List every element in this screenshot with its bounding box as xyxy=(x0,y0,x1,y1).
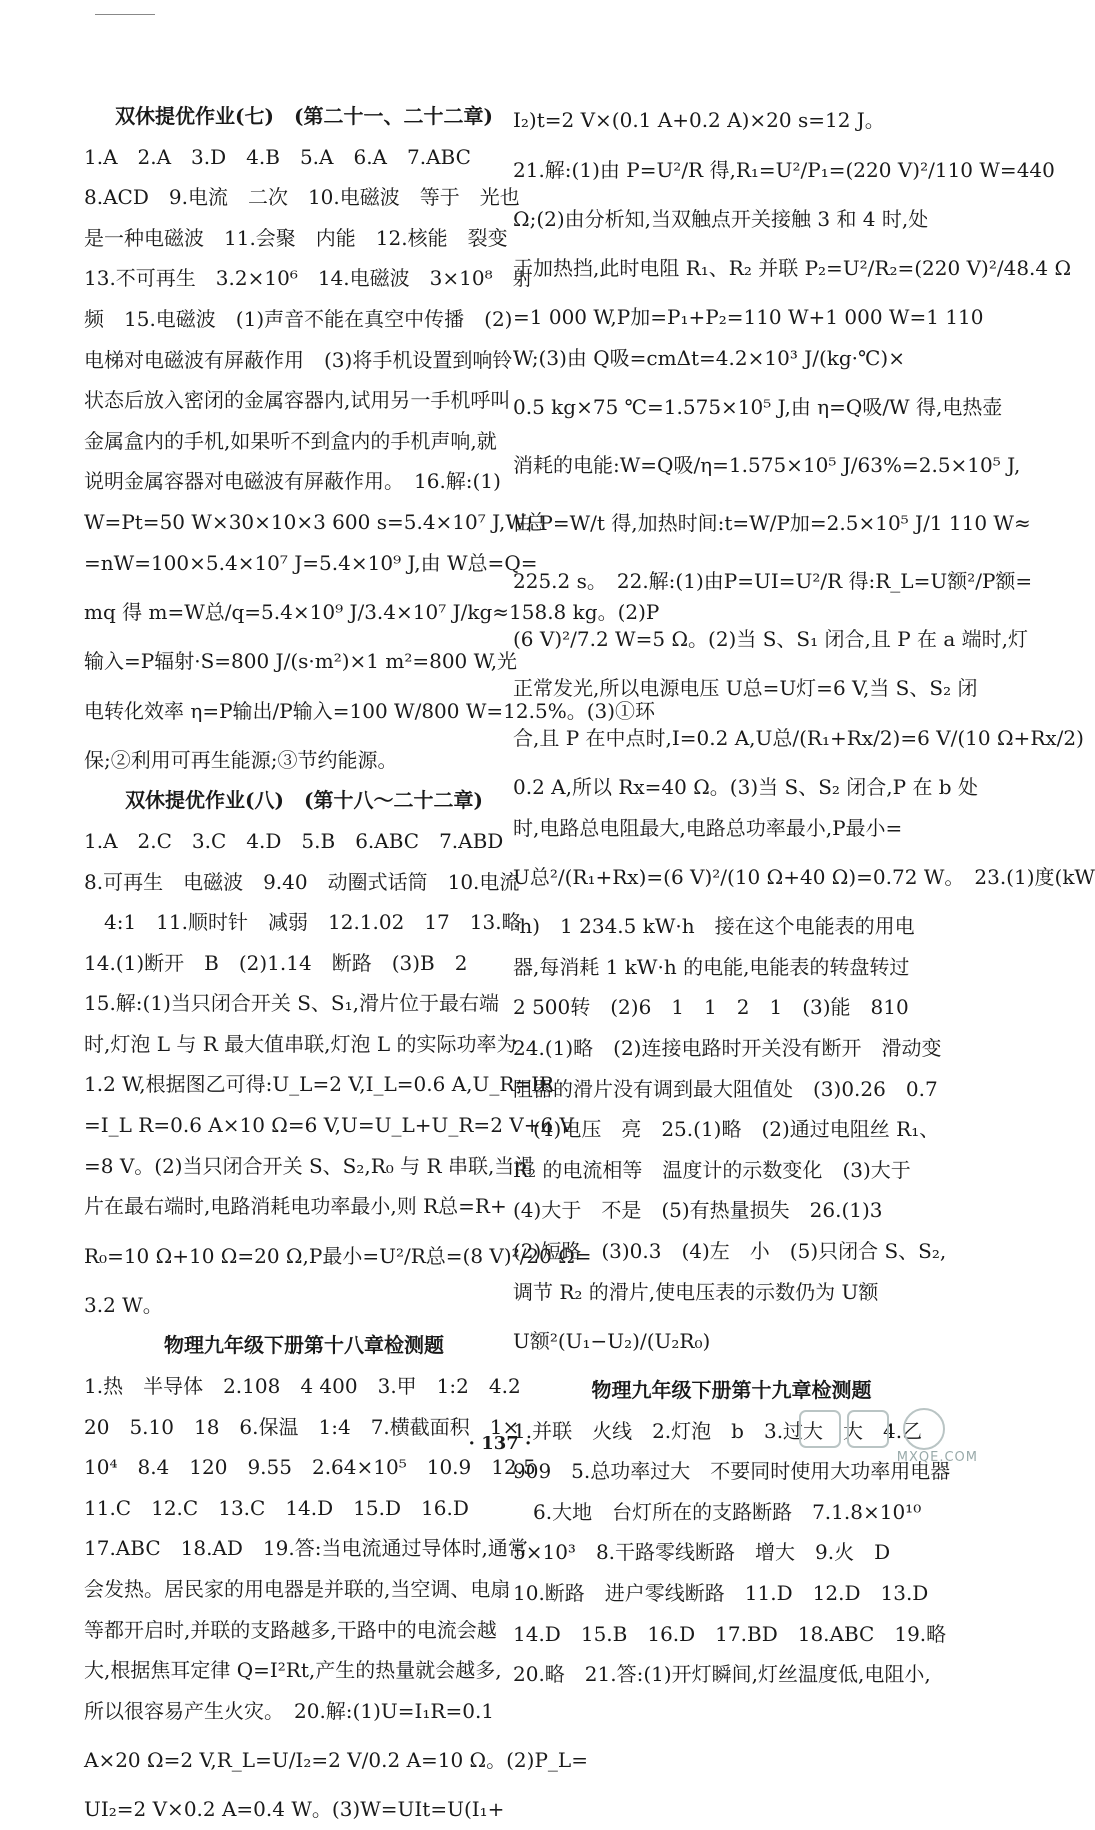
page-number: · 137 · xyxy=(468,1433,532,1454)
right-text-line: (4)大于 不是 (5)有热量损失 26.(1)3 xyxy=(513,1198,883,1223)
right-text-line: U额²(U₁−U₂)/(U₂R₀) xyxy=(513,1329,711,1354)
right-text-line: Ω;(2)由分析知,当双触点开关接触 3 和 4 时,处 xyxy=(513,206,929,231)
left-text-line: 片在最右端时,电路消耗电功率最小,则 R总=R+ xyxy=(84,1194,507,1219)
left-text-line: 20 5.10 18 6.保温 1:4 7.横截面积 1× xyxy=(84,1414,520,1439)
right-text-line: (2)短路 (3)0.3 (4)左 小 (5)只闭合 S、S₂, xyxy=(513,1238,947,1263)
left-text-line: A×20 Ω=2 V,R_L=U/I₂=2 V/0.2 A=10 Ω。(2)P_L= xyxy=(84,1748,588,1773)
right-text-line: 20.略 21.答:(1)开灯瞬间,灯丝温度低,电阻小, xyxy=(513,1662,931,1687)
right-text-line: I₂)t=2 V×(0.1 A+0.2 A)×20 s=12 J。 xyxy=(513,108,885,132)
right-text-line: 阻器的滑片没有调到最大阻值处 (3)0.26 0.7 xyxy=(513,1076,938,1101)
right-text-line: 2 500转 (2)6 1 1 2 1 (3)能 810 xyxy=(513,995,909,1020)
left-text-line: 保;②利用可再生能源;③节约能源。 xyxy=(84,747,398,772)
left-text-line: 会发热。居民家的用电器是并联的,当空调、电扇 xyxy=(84,1577,511,1601)
left-text-line: 1.A 2.C 3.C 4.D 5.B 6.ABC 7.ABD xyxy=(84,828,504,853)
left-text-line: 电转化效率 η=P输出/P输入=100 W/800 W=12.5%。(3)①环 xyxy=(84,698,656,723)
left-text-line: 15.解:(1)当只闭合开关 S、S₁,滑片位于最右端 xyxy=(84,991,500,1016)
right-text-line: 器,每消耗 1 kW·h 的电能,电能表的转盘转过 xyxy=(513,954,910,979)
left-text-line: 13.不可再生 3.2×10⁶ 14.电磁波 3×10⁸ 射 xyxy=(84,266,533,291)
right-text-line: 正常发光,所以电源电压 U总=U灯=6 V,当 S、S₂ 闭 xyxy=(513,676,978,701)
left-text-line: 频 15.电磁波 (1)声音不能在真空中传播 (2) xyxy=(84,306,513,331)
right-text-line: W;(3)由 Q吸=cmΔt=4.2×10³ J/(kg·℃)× xyxy=(513,345,905,370)
left-text-line: 10⁴ 8.4 120 9.55 2.64×10⁵ 10.9 12.5 xyxy=(84,1455,536,1480)
right-text-line: 0.2 A,所以 Rx=40 Ω。(3)当 S、S₂ 闭合,P 在 b 处 xyxy=(513,774,978,799)
right-text-line: 10.断路 进户零线断路 11.D 12.D 13.D xyxy=(513,1581,929,1606)
section-heading: 双休提优作业(八) (第十八～二十二章) xyxy=(125,788,483,813)
left-text-line: UI₂=2 V×0.2 A=0.4 W。(3)W=UIt=U(I₁+ xyxy=(84,1797,505,1822)
left-text-line: 14.(1)断开 B (2)1.14 断路 (3)B 2 xyxy=(84,950,468,975)
left-text-line: 电梯对电磁波有屏蔽作用 (3)将手机设置到响铃 xyxy=(84,347,513,372)
left-text-line: 时,灯泡 L 与 R 最大值串联,灯泡 L 的实际功率为 xyxy=(84,1031,517,1056)
right-text-line: 调节 R₂ 的滑片,使电压表的示数仍为 U额 xyxy=(513,1279,879,1304)
left-text-line: mq 得 m=W总/q=5.4×10⁹ J/3.4×10⁷ J/kg≈158.8 kg。(2)P xyxy=(84,600,660,625)
top-rule xyxy=(95,0,155,15)
section-heading: 物理九年级下册第十八章检测题 xyxy=(164,1333,444,1358)
left-text-line: 1.2 W,根据图乙可得:U_L=2 V,I_L=0.6 A,U_R=IR xyxy=(84,1072,555,1097)
left-text-line: =8 V。(2)当只闭合开关 S、S₂,R₀ 与 R 串联,当滑 xyxy=(84,1153,535,1178)
right-text-line: 14.D 15.B 16.D 17.BD 18.ABC 19.略 xyxy=(513,1621,947,1646)
left-text-line: 输入=P辐射·S=800 J/(s·m²)×1 m²=800 W,光 xyxy=(84,649,518,674)
right-text-line: =1 000 W,P加=P₁+P₂=110 W+1 000 W=1 110 xyxy=(513,305,984,330)
left-text-line: 是一种电磁波 11.会聚 内能 12.核能 裂变 xyxy=(84,225,508,250)
left-text-line: 11.C 12.C 13.C 14.D 15.D 16.D xyxy=(84,1495,469,1520)
left-text-line: 等都开启时,并联的支路越多,干路中的电流会越 xyxy=(84,1617,497,1642)
left-text-line: =nW=100×5.4×10⁷ J=5.4×10⁹ J,由 W总=Q= xyxy=(84,550,538,575)
right-text-line: (6 V)²/7.2 W=5 Ω。(2)当 S、S₁ 闭合,且 P 在 a 端时,灯 xyxy=(513,627,1029,652)
right-text-line: 1.并联 火线 2.灯泡 b 3.过大 大 4.乙 xyxy=(513,1418,923,1443)
left-text-line: 1.热 半导体 2.108 4 400 3.甲 1:2 4.2 xyxy=(84,1374,521,1399)
right-text-line: 由 P=W/t 得,加热时间:t=W/P加=2.5×10⁵ J/1 110 W≈ xyxy=(513,511,1031,536)
right-text-line: (4)电压 亮 25.(1)略 (2)通过电阻丝 R₁、 xyxy=(513,1117,940,1142)
right-text-line: 时,电路总电阻最大,电路总功率最小,P最小= xyxy=(513,815,903,840)
right-text-line: 225.2 s。 22.解:(1)由P=UI=U²/R 得:R_L=U额²/P额= xyxy=(513,569,1033,594)
section-heading: 物理九年级下册第十九章检测题 xyxy=(591,1378,872,1403)
left-text-line: 4:1 11.顺时针 减弱 12.1.02 17 13.略 xyxy=(84,910,522,935)
right-text-line: 于加热挡,此时电阻 R₁、R₂ 并联 P₂=U²/R₂=(220 V)²/48.4 Ω xyxy=(513,256,1072,281)
left-text-line: 1.A 2.A 3.D 4.B 5.A 6.A 7.ABC xyxy=(84,144,471,169)
right-text-line: 消耗的电能:W=Q吸/η=1.575×10⁵ J/63%=2.5×10⁵ J, xyxy=(513,453,1021,478)
right-text-line: 6.大地 台灯所在的支路断路 7.1.8×10¹⁰ xyxy=(513,1499,922,1524)
left-text-line: 金属盒内的手机,如果听不到盒内的手机声响,就 xyxy=(84,428,497,453)
left-text-line: =I_L R=0.6 A×10 Ω=6 V,U=U_L+U_R=2 V+6 V xyxy=(84,1113,574,1138)
left-text-line: 大,根据焦耳定律 Q=I²Rt,产生的热量就会越多, xyxy=(84,1658,502,1683)
left-text-line: 3.2 W。 xyxy=(84,1292,163,1317)
right-text-line: 909 5.总功率过大 不要同时使用大功率用电器 xyxy=(513,1459,951,1484)
left-text-line: 所以很容易产生火灾。 20.解:(1)U=I₁R=0.1 xyxy=(84,1698,495,1723)
left-text-line: 说明金属容器对电磁波有屏蔽作用。 16.解:(1) xyxy=(84,469,501,494)
right-text-line: U总²/(R₁+Rx)=(6 V)²/(10 Ω+40 Ω)=0.72 W。 23.(1)度(kW xyxy=(513,865,1095,890)
left-text-line: R₀=10 Ω+10 Ω=20 Ω,P最小=U²/R总=(8 V)²/20 Ω= xyxy=(84,1243,592,1268)
right-text-line: 5×10³ 8.干路零线断路 增大 9.火 D xyxy=(513,1540,891,1565)
right-text-line: R₂ 的电流相等 温度计的示数变化 (3)大于 xyxy=(513,1157,911,1182)
right-text-line: 0.5 kg×75 ℃=1.575×10⁵ J,由 η=Q吸/W 得,电热壶 xyxy=(513,395,1003,420)
right-text-line: 合,且 P 在中点时,I=0.2 A,U总/(R₁+Rx/2)=6 V/(10 Ω+Rx/2) xyxy=(513,725,1084,750)
right-text-line: ·h) 1 234.5 kW·h 接在这个电能表的用电 xyxy=(513,914,915,939)
left-text-line: 8.ACD 9.电流 二次 10.电磁波 等于 光也 xyxy=(84,185,520,210)
left-text-line: 17.ABC 18.AD 19.答:当电流通过导体时,通常 xyxy=(84,1536,528,1561)
watermark-logo xyxy=(792,1405,982,1467)
right-text-line: 24.(1)略 (2)连接电路时开关没有断开 滑动变 xyxy=(513,1035,942,1060)
right-text-line: 21.解:(1)由 P=U²/R 得,R₁=U²/P₁=(220 V)²/110 W=440 xyxy=(513,157,1055,182)
section-heading: 双休提优作业(七) (第二十一、二十二章) xyxy=(115,104,493,128)
watermark-text: MXQE.COM xyxy=(896,1450,978,1465)
left-text-line: W=Pt=50 W×30×10×3 600 s=5.4×10⁷ J,W总 xyxy=(84,509,546,534)
left-text-line: 状态后放入密闭的金属容器内,试用另一手机呼叫 xyxy=(84,388,511,413)
left-text-line: 8.可再生 电磁波 9.40 动圈式话筒 10.电流 xyxy=(84,869,520,894)
